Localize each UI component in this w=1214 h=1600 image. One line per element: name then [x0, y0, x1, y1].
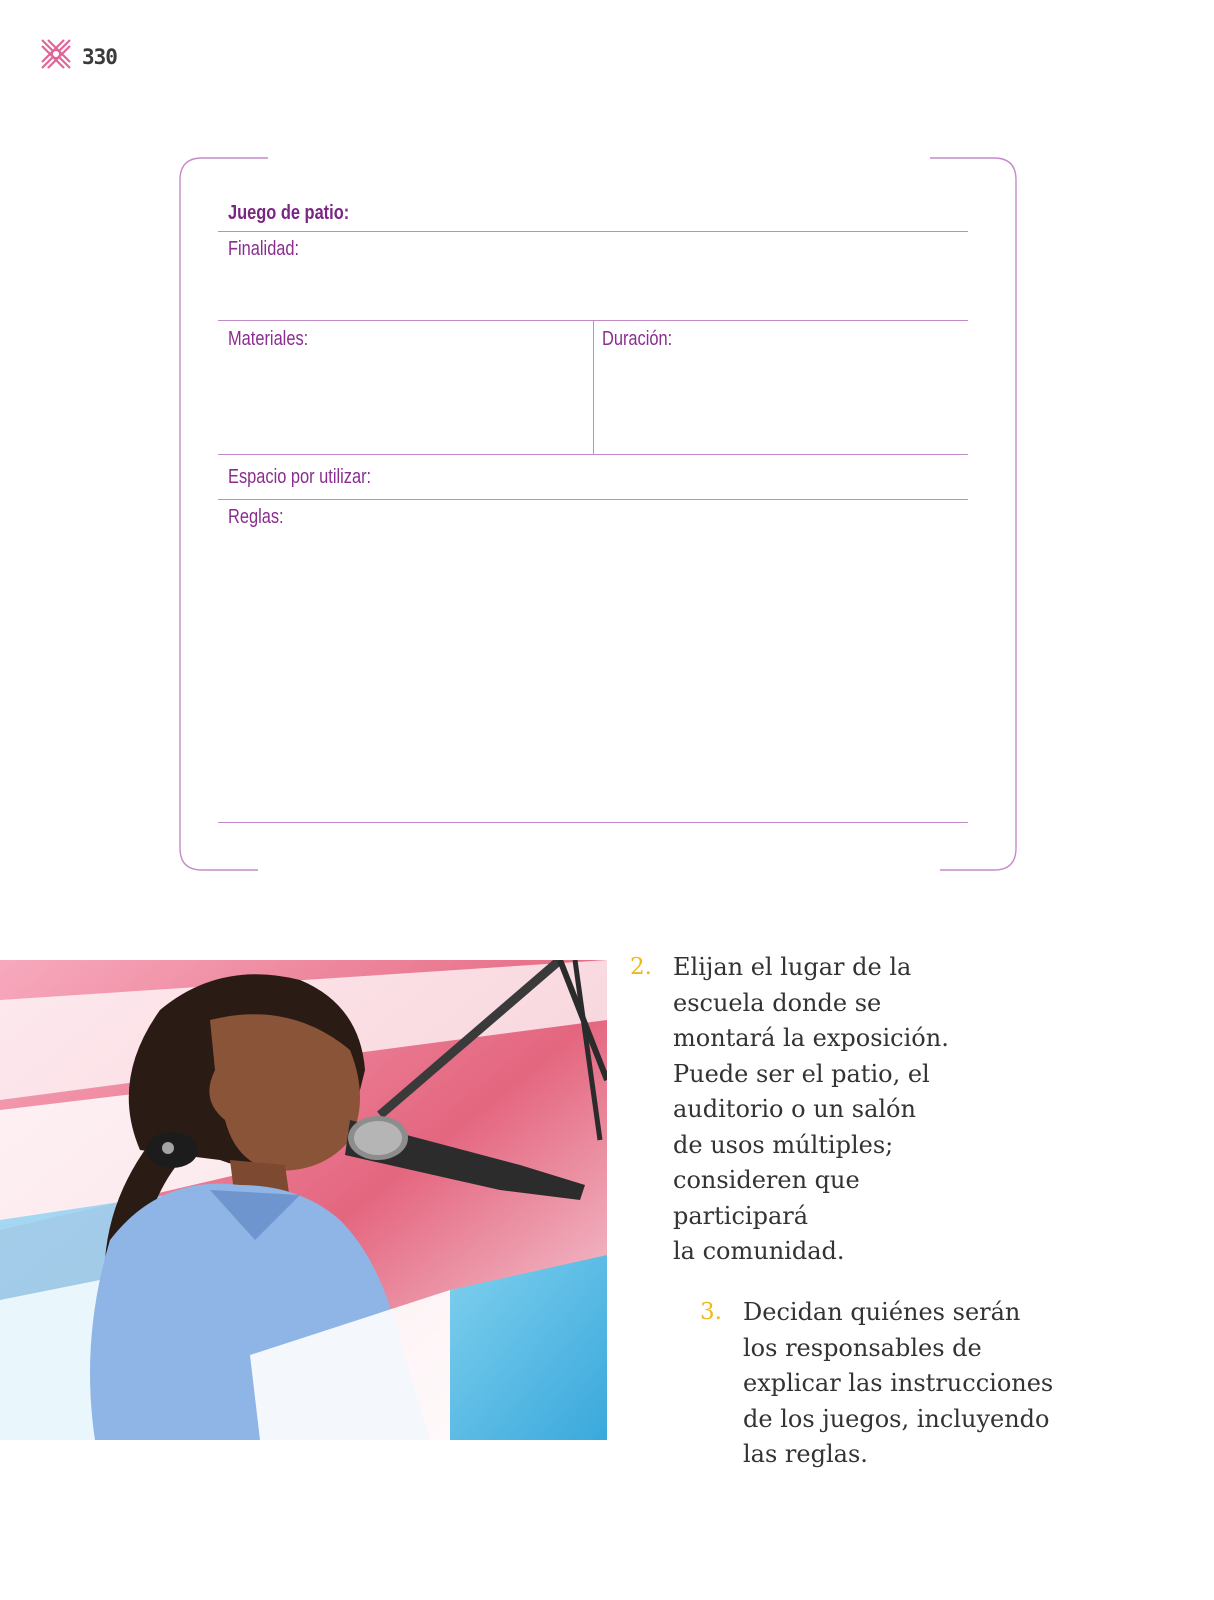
- column-divider: [593, 321, 594, 455]
- text-line: consideren que: [673, 1166, 860, 1194]
- photo-girl-at-microphone: [0, 960, 607, 1440]
- page-header: [38, 36, 117, 77]
- field-label-reglas: Reglas:: [228, 506, 284, 528]
- divider-line: [218, 822, 968, 823]
- decorative-ornament-icon: [38, 36, 74, 77]
- text-line: participará: [673, 1201, 809, 1230]
- field-label-finalidad: Finalidad:: [228, 238, 300, 260]
- text-line: de usos múltiples;: [673, 1130, 894, 1159]
- text-line: de los juegos, incluyendo: [743, 1404, 1050, 1433]
- instruction-text: [743, 1295, 1100, 1473]
- instruction-item-3: [700, 1295, 1100, 1473]
- text-line: las reglas.: [743, 1440, 868, 1468]
- game-worksheet-form: [178, 156, 1042, 892]
- text-line: la comunidad.: [673, 1237, 845, 1265]
- instruction-number: 2.: [630, 954, 652, 980]
- text-line: montará la exposición.: [673, 1024, 949, 1052]
- page-number: 330: [82, 44, 117, 69]
- divider-line: [218, 231, 968, 232]
- field-label-espacio: Espacio por utilizar:: [228, 466, 372, 488]
- instruction-item-2: [630, 950, 970, 1270]
- divider-line: [218, 499, 968, 500]
- field-label-duracion: Duración:: [602, 328, 673, 350]
- text-line: escuela donde se: [673, 988, 882, 1017]
- instruction-number: 3.: [700, 1299, 722, 1325]
- text-line: auditorio o un salón: [673, 1095, 916, 1123]
- form-border: [178, 156, 1042, 892]
- instruction-text: [673, 950, 970, 1270]
- text-line: Elijan el lugar de la: [673, 953, 912, 981]
- text-line: los responsables de: [743, 1333, 982, 1362]
- field-label-materiales: Materiales:: [228, 328, 309, 350]
- text-line: Puede ser el patio, el: [673, 1059, 930, 1088]
- text-line: Decidan quiénes serán: [743, 1298, 1021, 1326]
- divider-line: [218, 454, 968, 455]
- text-line: explicar las instrucciones: [743, 1369, 1054, 1397]
- form-title: Juego de patio:: [228, 202, 350, 224]
